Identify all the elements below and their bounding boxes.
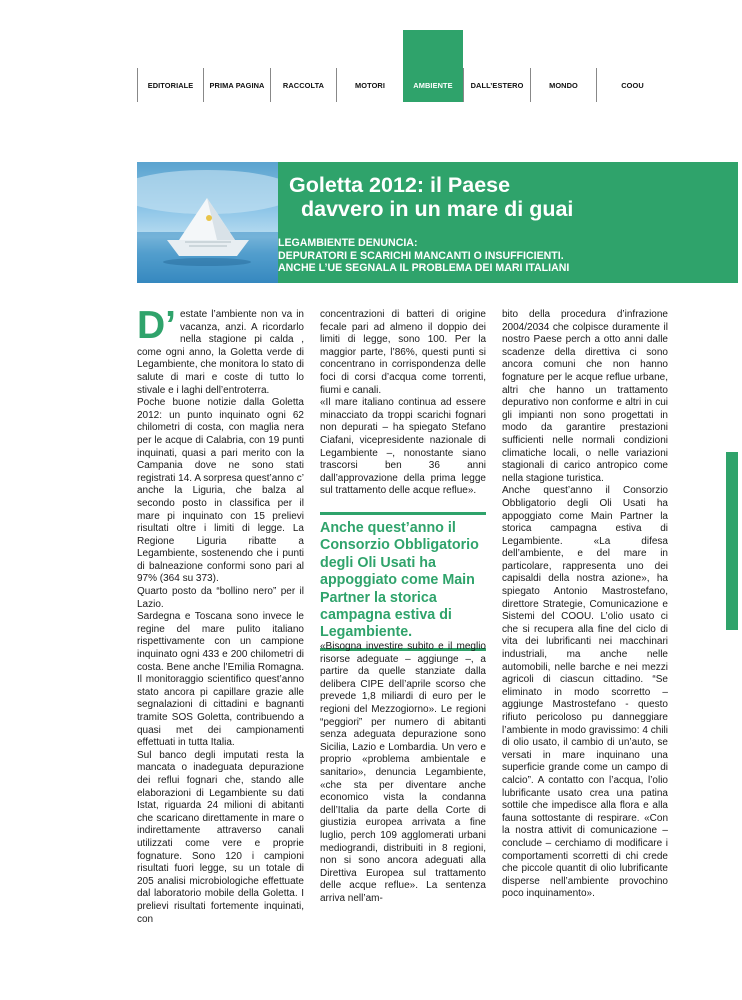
- subtitle-line-2: DEPURATORI E SCARICHI MANCANTI O INSUFFICIENTI.: [278, 249, 564, 262]
- paragraph: «Il mare italiano continua ad essere minacciato da troppi scarichi fognari non depurati – ha spiegato Stefano Ciafani, vicepresidente nazionale di Legambiente –, nonostante siano trascorsi ben 36 anni dall’approvazione della prima legge sul trattamento delle acque reflue».: [320, 397, 486, 497]
- nav-label: AMBIENTE: [413, 80, 453, 90]
- nav-item-coou[interactable]: [596, 68, 668, 102]
- paragraph: «Bisogna investire subito e il meglio risorse adeguate – aggiunge –, a partire da quelle stanziate dalla delibera CIPE dell’aprile scorso che prevede 1,8 miliardi di euro per le regioni del Mezzogiorno». Le regioni “peggiori” per numero di abitanti senza adeguata depurazione sono Sicilia, Lazio e Lombardia. Un vero e proprio «problema ambientale e sanitario», denuncia Legambiente, «che sta per diventare anche economico vista la condanna dell’Italia da parte della Corte di giustizia europea arrivata a fine luglio, perch 109 agglomerati urbani mediograndi, distribuiti in 8 regioni, non si sono ancora adeguati alla Direttiva Europea sul trattamento delle acque reflue». La sentenza arriva nell’am-: [320, 641, 486, 904]
- title-line-1: Goletta 2012: il Paese: [289, 173, 511, 197]
- subtitle-line-1: LEGAMBIENTE DENUNCIA:: [278, 237, 418, 249]
- nav-label: EDITORIALE: [147, 80, 194, 90]
- article-column-2-top: [320, 309, 486, 498]
- nav-label: PRIMA PAGINA: [209, 80, 265, 90]
- nav-item-raccolta[interactable]: [270, 68, 336, 102]
- nav-label: MOTORI: [354, 80, 386, 90]
- article-column-1: [137, 304, 304, 926]
- paper-boat-illustration: [137, 162, 278, 283]
- paragraph: Quarto posto da “bollino nero” per il Lazio.: [137, 586, 304, 610]
- drop-cap: D’: [137, 304, 176, 347]
- subtitle-line-3: ANCHE L’UE SEGNALA IL PROBLEMA DEI MARI ITALIANI: [278, 262, 570, 274]
- nav-label: COOU: [621, 80, 644, 90]
- paragraph: estate l’ambiente non va in vacanza, anzi. A ricordarlo nella stagione pi calda , come ogni anno, la Goletta verde di Legambiente, che monitora lo stato di salute di mari e coste di tutto lo stivale e i laghi dell’entroterra.: [137, 309, 304, 396]
- nav-label: MONDO: [549, 80, 578, 90]
- title-line-2: davvero in un mare di guai: [301, 197, 574, 221]
- nav-item-dall-estero[interactable]: [463, 68, 530, 102]
- nav-item-ambiente[interactable]: [403, 68, 463, 102]
- article-subtitle: [278, 237, 733, 275]
- paper-boat-image: [137, 162, 278, 283]
- paragraph: Poche buone notizie dalla Goletta 2012: un punto inquinato ogni 62 chilometri di costa, con maglia nera per le acque di Calabria, con 19 punti inquinati, quasi a pari merito con la Campania dove ne sono stati registrati 14. A sorpresa quest’anno c’ anche la Liguria, che balza al secondo posto in classifica per il mare pi inquinato con 15 prelievi risultati oltre i limiti di legge. La Regione Liguria ribatte a Legambiente, sostenendo che i punti di balneazione conformi sono pari al 97% (364 su 373).: [137, 397, 304, 585]
- paragraph: Sardegna e Toscana sono invece le regine del mare pulito italiano rispettivamente con un campione inquinato ogni 433 e 200 chilometri di costa. Bene anche l’Emilia Romagna. Il monitoraggio scientifico quest’anno stato ancora pi capillare grazie alle segnalazioni di cittadini e bagnanti tramite SOS Goletta, contribuendo a quasi met dei campionamenti effettuati in tutta Italia.: [137, 611, 304, 749]
- paragraph: concentrazioni di batteri di origine fecale pari ad almeno il doppio dei limiti di legge, sono 100. Per la maggior parte, l’86%, questi punti si concentrano in corrispondenza delle foci di corsi d’acqua come torrenti, fiumi e canali.: [320, 309, 486, 396]
- nav-item-editoriale[interactable]: [137, 68, 203, 102]
- nav-item-mondo[interactable]: [530, 68, 596, 102]
- nav-label: RACCOLTA: [282, 80, 325, 90]
- nav-label: DALL’ESTERO: [470, 80, 524, 90]
- article-column-3: [502, 309, 668, 901]
- pull-quote: Anche quest’anno il Consorzio Obbligatorio degli Oli Usati ha appoggiato come Main Partner la storica campagna estiva di Legambiente.: [320, 512, 486, 651]
- nav-item-prima-pagina[interactable]: [203, 68, 270, 102]
- page-edge-tab: [726, 452, 738, 630]
- paragraph: bito della procedura d’infrazione 2004/2034 che colpisce duramente il nostro Paese perch a otto anni dalle scadenze della direttiva ci sono ancora comuni che non hanno fognature per le acque reflue urbane, altri che hanno un trattamento depurativo non conforme e altri in cui gli impianti non sono progettati in modo da garantire prestazioni sufficienti nelle normali condizioni climatiche locali, o nelle variazioni stagionali di carico antropico come nella stagione turistica.: [502, 309, 668, 484]
- article-header: [137, 162, 738, 283]
- paragraph: Sul banco degli imputati resta la mancata o inadeguata depurazione dei reflui fognari che, stando alle elaborazioni di Legambiente su dati Istat, riguarda 24 milioni di abitanti che scaricano direttamente in mare o indirettamente attraverso canali utilizzati come vere e proprie fognature. Sono 120 i campioni risultati fuori legge, su un totale di 205 analisi microbiologiche effettuate dal laboratorio mobile della Goletta. I prelievi risultati fortemente inquinati, con: [137, 749, 304, 925]
- article-column-2-bottom: [320, 641, 486, 905]
- paragraph: Anche quest’anno il Consorzio Obbligatorio degli Oli Usati ha appoggiato come Main Partner la storica campagna estiva di Legambiente. «La difesa dell’ambiente, e del mare in particolare, rappresenta uno dei capisaldi della nostra azione», ha spiegato Antonio Mastrostefano, direttore Strategie, Comunicazione e Sistemi del COOU. L’olio usato ci che si recupera alla fine del ciclo di vita dei lubrificanti nei macchinari industriali, ma anche nelle automobili, nelle barche e nei mezzi agricoli di ciascun cittadino. “Se eliminato in modo scorretto – aggiunge Mastrostefano - questo rifiuto pericoloso pu danneggiare l’ambiente in modo gravissimo: 4 chili di olio usato, il cambio di un’auto, se versati in mare inquinano una superficie grande come un campo di calcio”. A contatto con l’acqua, l’olio lubrificante usato crea una patina sottile che impedisce alla flora e alla fauna sottostante di respirare. «Con la nostra attivit di comunicazione – conclude – cerchiamo di modificare i comportamenti scorretti di chi crede che piccole quantit di olio lubrificante disperse nell’ambiente provochino poco inquinamento».: [502, 485, 668, 900]
- section-nav: [137, 68, 738, 102]
- nav-item-motori[interactable]: [336, 68, 403, 102]
- article-title: [289, 173, 729, 221]
